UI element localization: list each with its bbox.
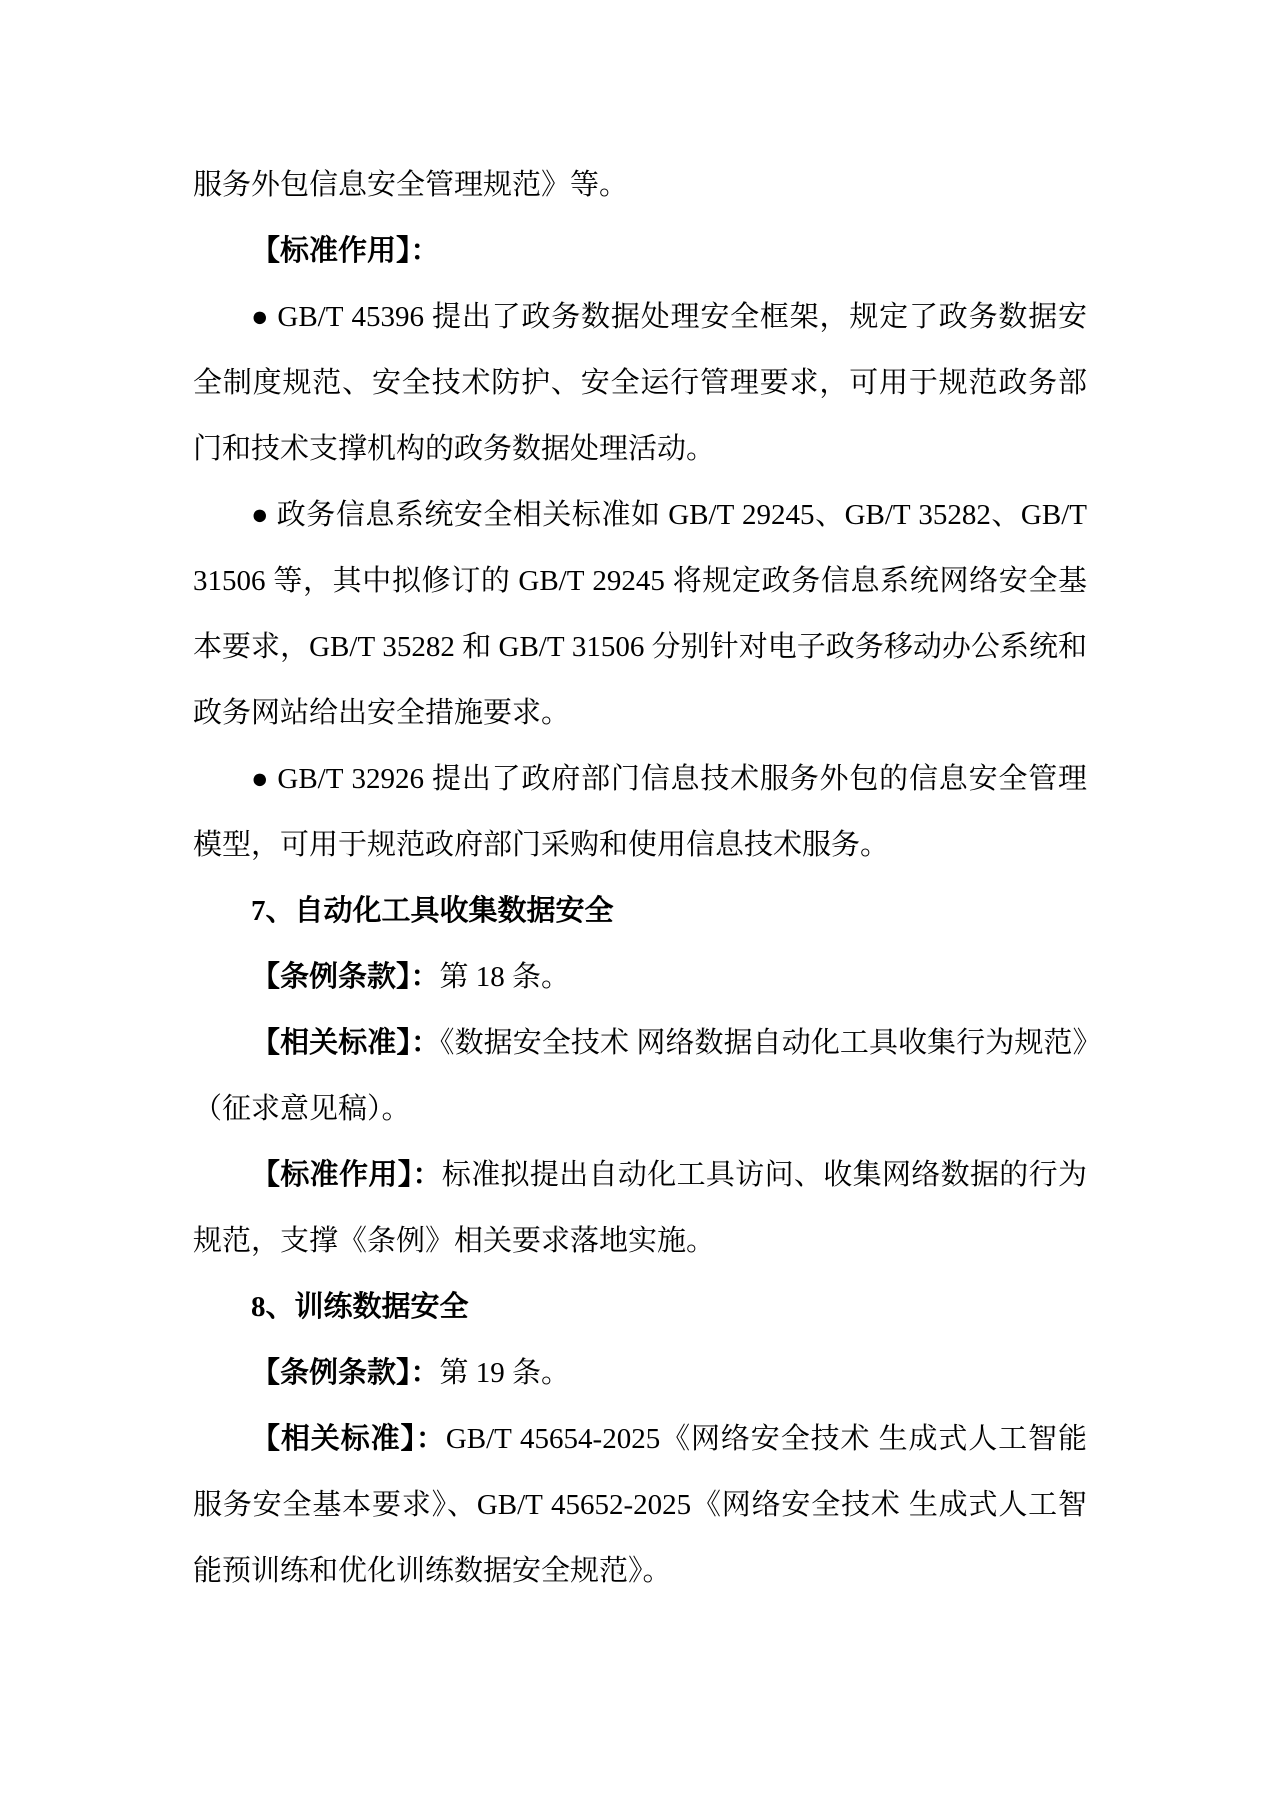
bold-label-text: 【相关标准】：	[251, 1423, 446, 1455]
label-paragraph	[193, 218, 1087, 284]
body-text: ● 政务信息系统安全相关标准如 GB/T 29245、GB/T 35282、GB/T 31506 等，其中拟修订的 GB/T 29245 将规定政务信息系统网络安全基本要求，GB/T 35282 和 GB/T 31506 分别针对电子政务移动办公系统和政务网站给出安全措施要求。	[193, 499, 1087, 729]
body-text: ● GB/T 32926 提出了政府部门信息技术服务外包的信息安全管理模型，可用于规范政府部门采购和使用信息技术服务。	[193, 763, 1087, 861]
bold-label-text: 【相关标准】：	[251, 1027, 441, 1059]
bold-label-text: 【标准作用】：	[251, 235, 440, 267]
body-text: ● GB/T 45396 提出了政务数据处理安全框架，规定了政务数据安全制度规范、安全技术防护、安全运行管理要求，可用于规范政务部门和技术支撑机构的政务数据处理活动。	[193, 301, 1087, 465]
document-body	[193, 152, 1087, 1604]
bold-label-text: 7、自动化工具收集数据安全	[251, 895, 614, 927]
bold-label-text: 【条例条款】：	[251, 961, 440, 993]
bold-label-text: 8、训练数据安全	[251, 1291, 469, 1323]
body-text: 服务外包信息安全管理规范》等。	[193, 169, 629, 201]
section-heading	[193, 1274, 1087, 1340]
body-text: 第 18 条。	[439, 961, 571, 993]
label-paragraph	[193, 1406, 1087, 1604]
section-heading	[193, 878, 1087, 944]
bold-label-text: 【标准作用】：	[251, 1159, 442, 1191]
label-paragraph	[193, 1142, 1087, 1274]
label-paragraph	[193, 944, 1087, 1010]
bullet-paragraph	[193, 746, 1087, 878]
bullet-paragraph	[193, 284, 1087, 482]
label-paragraph	[193, 1340, 1087, 1406]
body-text: 《数据安全技术 网络数据自动化工具收集行为规范》（征求意见稿）。	[193, 1027, 1087, 1125]
label-paragraph	[193, 1010, 1087, 1142]
body-text: 标准拟提出自动化工具访问、收集网络数据的行为规范，支撑《条例》相关要求落地实施。	[193, 1159, 1087, 1257]
bold-label-text: 【条例条款】：	[251, 1357, 440, 1389]
body-text: GB/T 45654-2025《网络安全技术 生成式人工智能服务安全基本要求》、GB/T 45652-2025《网络安全技术 生成式人工智能预训练和优化训练数据安全规范》。	[193, 1423, 1087, 1587]
paragraph	[193, 152, 1087, 218]
body-text: 第 19 条。	[439, 1357, 571, 1389]
bullet-paragraph	[193, 482, 1087, 746]
